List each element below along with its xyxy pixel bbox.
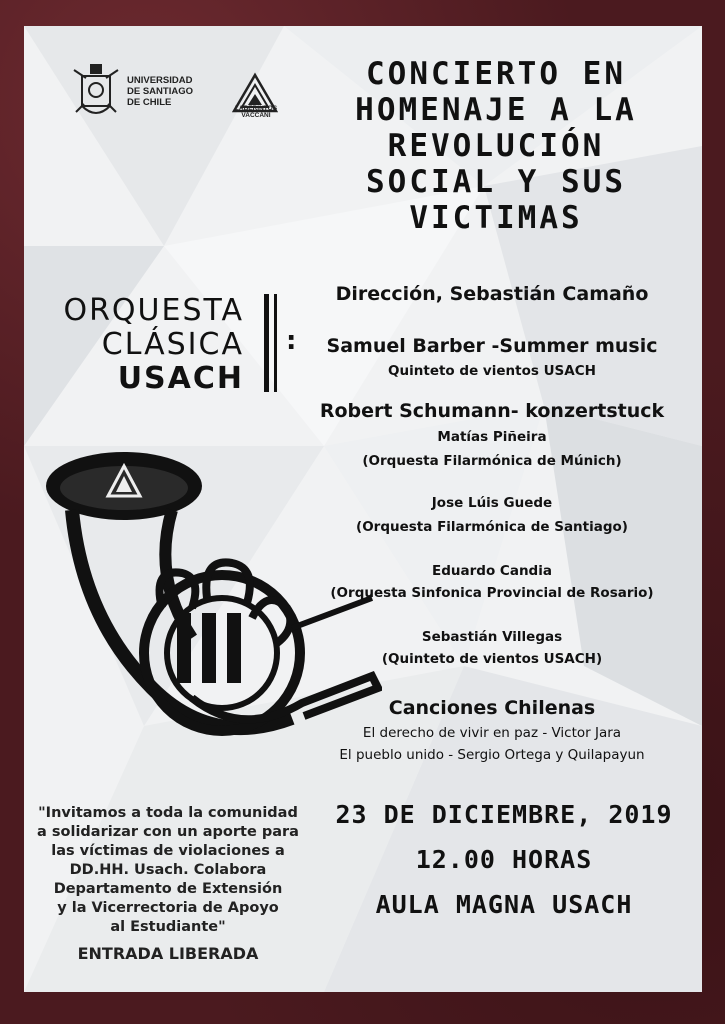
- orchestra-line: ORQUESTA: [63, 293, 244, 328]
- poster: [24, 26, 702, 992]
- soloist-orchestra: (Orquesta Sinfonica Provincial de Rosario): [330, 585, 654, 601]
- soloist-name: Jose Lúis Guede: [431, 495, 553, 511]
- song-item: El derecho de vivir en paz - Victor Jara: [362, 725, 622, 741]
- event-details: [314, 792, 694, 927]
- soloist-orchestra: (Quinteto de vientos USACH): [381, 651, 603, 667]
- university-logo-text: [127, 75, 193, 108]
- soloist-orchestra: (Orquesta Filarmónica de Múnich): [362, 453, 622, 469]
- invitation-line: a solidarizar con un aporte para: [37, 824, 299, 840]
- university-crest-logo: [72, 62, 120, 124]
- soloist-name: Sebastián Villegas: [421, 629, 563, 645]
- french-horn-illustration: [42, 448, 382, 758]
- free-entry-label: ENTRADA LIBERADA: [77, 944, 259, 963]
- university-logo-line: UNIVERSIDAD: [127, 75, 193, 86]
- barber-performer: Quinteto de vientos USACH: [388, 363, 596, 379]
- soloist-orchestra: (Orquesta Filarmónica de Santiago): [356, 519, 628, 535]
- direction: Dirección, Sebastián Camaño: [335, 283, 649, 305]
- repeat-barline-icon: [264, 294, 284, 392]
- title-line: CONCIERTO EN: [366, 56, 626, 92]
- song-item: El pueblo unido - Sergio Ortega y Quilapayun: [339, 747, 645, 763]
- title-line: VICTIMAS: [409, 200, 583, 236]
- invitation-line: las víctimas de violaciones a: [51, 843, 285, 859]
- barber-title: Samuel Barber -Summer music: [326, 335, 658, 357]
- laberintos-logo-text: [228, 105, 284, 119]
- schumann-title: Robert Schumann- konzertstuck: [319, 400, 665, 422]
- orchestra-line: USACH: [117, 361, 244, 396]
- soloist-name: Eduardo Candia: [432, 563, 552, 579]
- event-place: AULA MAGNA USACH: [375, 890, 633, 919]
- event-time: 12.00 HORAS: [415, 845, 593, 874]
- event-date: 23 DE DICIEMBRE, 2019: [335, 800, 673, 829]
- invitation-text: [28, 804, 308, 937]
- title-line: REVOLUCIÓN: [387, 128, 605, 164]
- repeat-dots-icon: :: [286, 326, 297, 356]
- title-line: SOCIAL Y SUS: [366, 164, 626, 200]
- university-logo-line: DE SANTIAGO: [127, 86, 193, 97]
- labs-logo-line: LABERINTOS: [234, 105, 278, 112]
- title-line: HOMENAJE A LA: [355, 92, 637, 128]
- concert-title: [306, 56, 686, 236]
- songs-title: Canciones Chilenas: [388, 697, 596, 719]
- orchestra-name: [38, 294, 244, 396]
- orchestra-line: CLÁSICA: [101, 327, 244, 362]
- invitation-line: DD.HH. Usach. Colabora: [69, 862, 267, 878]
- invitation-line: y la Vicerrectoria de Apoyo: [57, 900, 279, 916]
- university-logo-line: DE CHILE: [127, 97, 172, 108]
- invitation-line: al Estudiante": [110, 919, 226, 935]
- soloist-name: Matías Piñeira: [437, 429, 547, 445]
- labs-logo-line: VACCANI: [241, 112, 271, 119]
- invitation-line: "Invitamos a toda la comunidad: [38, 805, 298, 821]
- invitation-line: Departamento de Extensión: [53, 881, 283, 897]
